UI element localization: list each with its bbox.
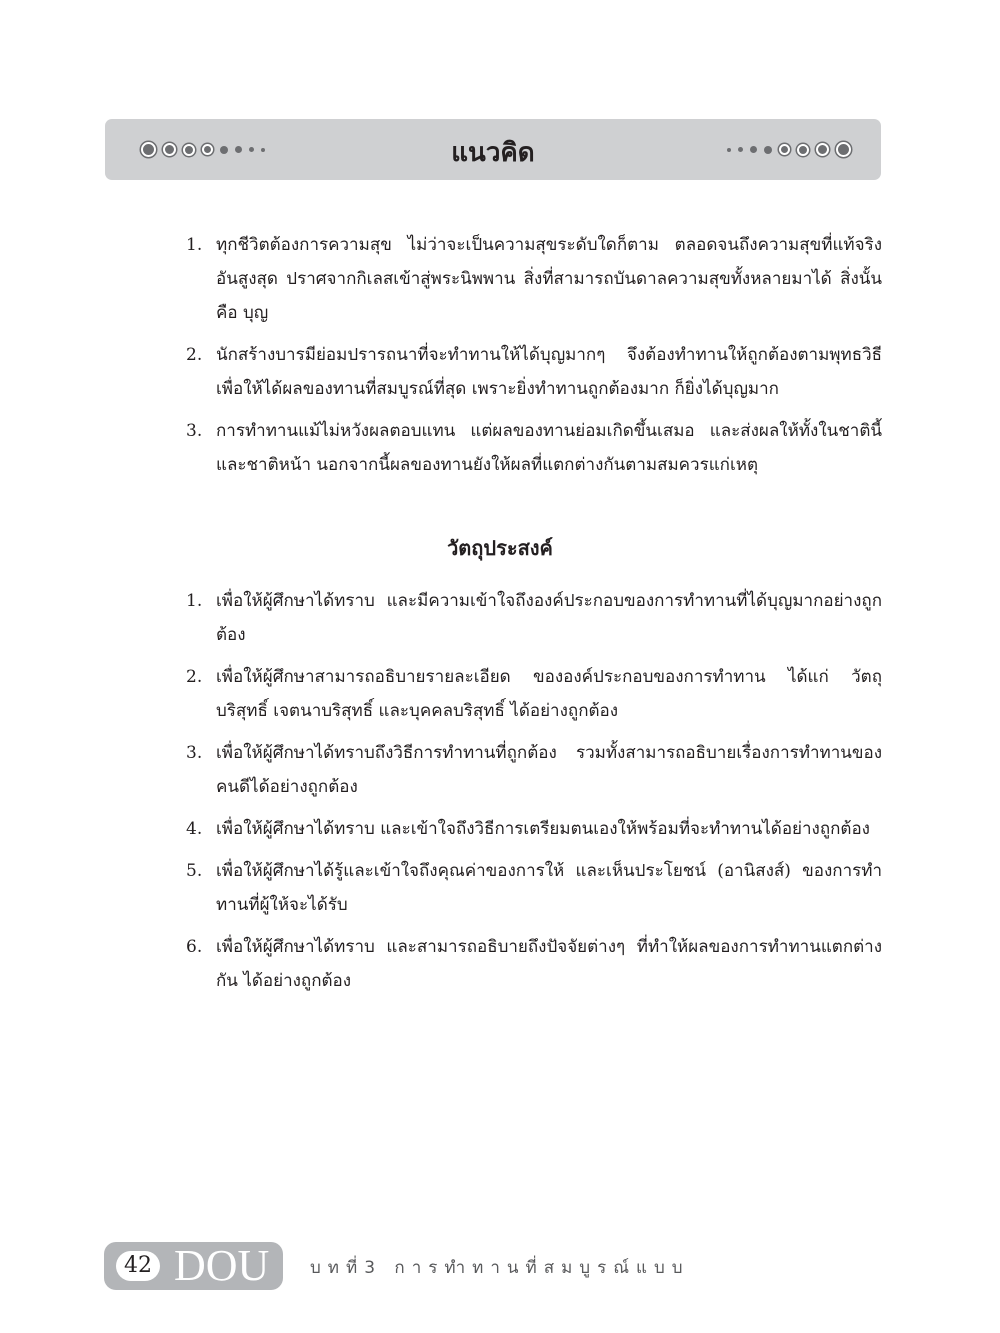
chapter-running-title: บทที่3 การทำทานที่สมบูรณ์แบบ xyxy=(310,1258,690,1278)
item-text: การทำทานแม้ไม่หวังผลตอบแทน แต่ผลของทานย่อมเกิดขึ้นเสมอ และส่งผลให้ทั้งในชาตินี้และชาติหน้า นอกจากนี้ผลของทานยังให้ผลที่แตกต่างกันตามสมควรแก่เหตุ xyxy=(216,421,882,475)
section-title-concept: แนวคิด xyxy=(451,138,535,168)
concept-item xyxy=(186,414,882,482)
item-text: เพื่อให้ผู้ศึกษาได้รู้และเข้าใจถึงคุณค่าของการให้ และเห็นประโยชน์ (อานิสงส์) ของการทำทานที่ผู้ให้จะได้รับ xyxy=(216,861,882,915)
page-number: 42 xyxy=(116,1251,160,1281)
objective-item xyxy=(186,930,882,998)
concept-banner xyxy=(105,119,881,180)
item-text: เพื่อให้ผู้ศึกษาสามารถอธิบายรายละเอียด ขององค์ประกอบของการทำทาน ได้แก่ วัตถุบริสุทธิ์ เจตนาบริสุทธิ์ และบุคคลบริสุทธิ์ ได้อย่างถูกต้อง xyxy=(216,667,882,721)
item-number: 2. xyxy=(186,667,203,687)
dot-icon xyxy=(750,146,757,153)
dou-logo: DOU xyxy=(174,1241,270,1290)
concept-item xyxy=(186,338,882,406)
dot-icon xyxy=(797,144,809,156)
item-number: 5. xyxy=(186,861,203,881)
objective-item xyxy=(186,812,882,846)
objective-item xyxy=(186,584,882,652)
item-number: 1. xyxy=(186,591,203,611)
item-number: 1. xyxy=(186,235,203,255)
item-text: นักสร้างบารมีย่อมปรารถนาที่จะทำทานให้ได้บุญมากๆ จึงต้องทำทานให้ถูกต้องตามพุทธวิธี เพื่อให้ได้ผลของทานที่สมบูรณ์ที่สุด เพราะยิ่งทำทานถูกต้องมาก ก็ยิ่งได้บุญมาก xyxy=(216,345,882,399)
concept-list xyxy=(186,228,882,490)
item-text: เพื่อให้ผู้ศึกษาได้ทราบ และสามารถอธิบายถึงปัจจัยต่างๆ ที่ทำให้ผลของการทำทานแตกต่างกัน ได้อย่างถูกต้อง xyxy=(216,937,882,991)
dot-icon xyxy=(779,144,790,155)
item-text: เพื่อให้ผู้ศึกษาได้ทราบถึงวิธีการทำทานที่ถูกต้อง รวมทั้งสามารถอธิบายเรื่องการทำทานของคนดีได้อย่างถูกต้อง xyxy=(216,743,882,797)
footer-badge xyxy=(104,1242,283,1290)
objectives-list xyxy=(186,584,882,1006)
concept-item xyxy=(186,228,882,330)
dot-icon xyxy=(764,146,772,154)
item-text: เพื่อให้ผู้ศึกษาได้ทราบ และเข้าใจถึงวิธีการเตรียมตนเองให้พร้อมที่จะทำทานได้อย่างถูกต้อง xyxy=(216,819,870,839)
objective-item xyxy=(186,854,882,922)
item-text: เพื่อให้ผู้ศึกษาได้ทราบ และมีความเข้าใจถึงองค์ประกอบของการทำทานที่ได้บุญมากอย่างถูกต้อง xyxy=(216,591,882,645)
item-number: 4. xyxy=(186,819,203,839)
item-number: 3. xyxy=(186,743,203,763)
item-number: 3. xyxy=(186,421,203,441)
objective-item xyxy=(186,736,882,804)
item-number: 2. xyxy=(186,345,203,365)
dot-icon xyxy=(816,143,829,156)
item-number: 6. xyxy=(186,937,203,957)
decorative-dots-right xyxy=(727,119,851,180)
section-title-objectives: วัตถุประสงค์ xyxy=(447,536,553,560)
objective-item xyxy=(186,660,882,728)
dot-icon xyxy=(836,142,851,157)
item-text: ทุกชีวิตต้องการความสุข ไม่ว่าจะเป็นความสุขระดับใดก็ตาม ตลอดจนถึงความสุขที่แท้จริงอันสูงสุด ปราศจากกิเลสเข้าสู่พระนิพพาน สิ่งที่สามารถบันดาลความสุขทั้งหลายมาได้ สิ่งนั้นคือ บุญ xyxy=(216,235,882,323)
dot-icon xyxy=(727,148,731,152)
dot-icon xyxy=(738,147,743,152)
